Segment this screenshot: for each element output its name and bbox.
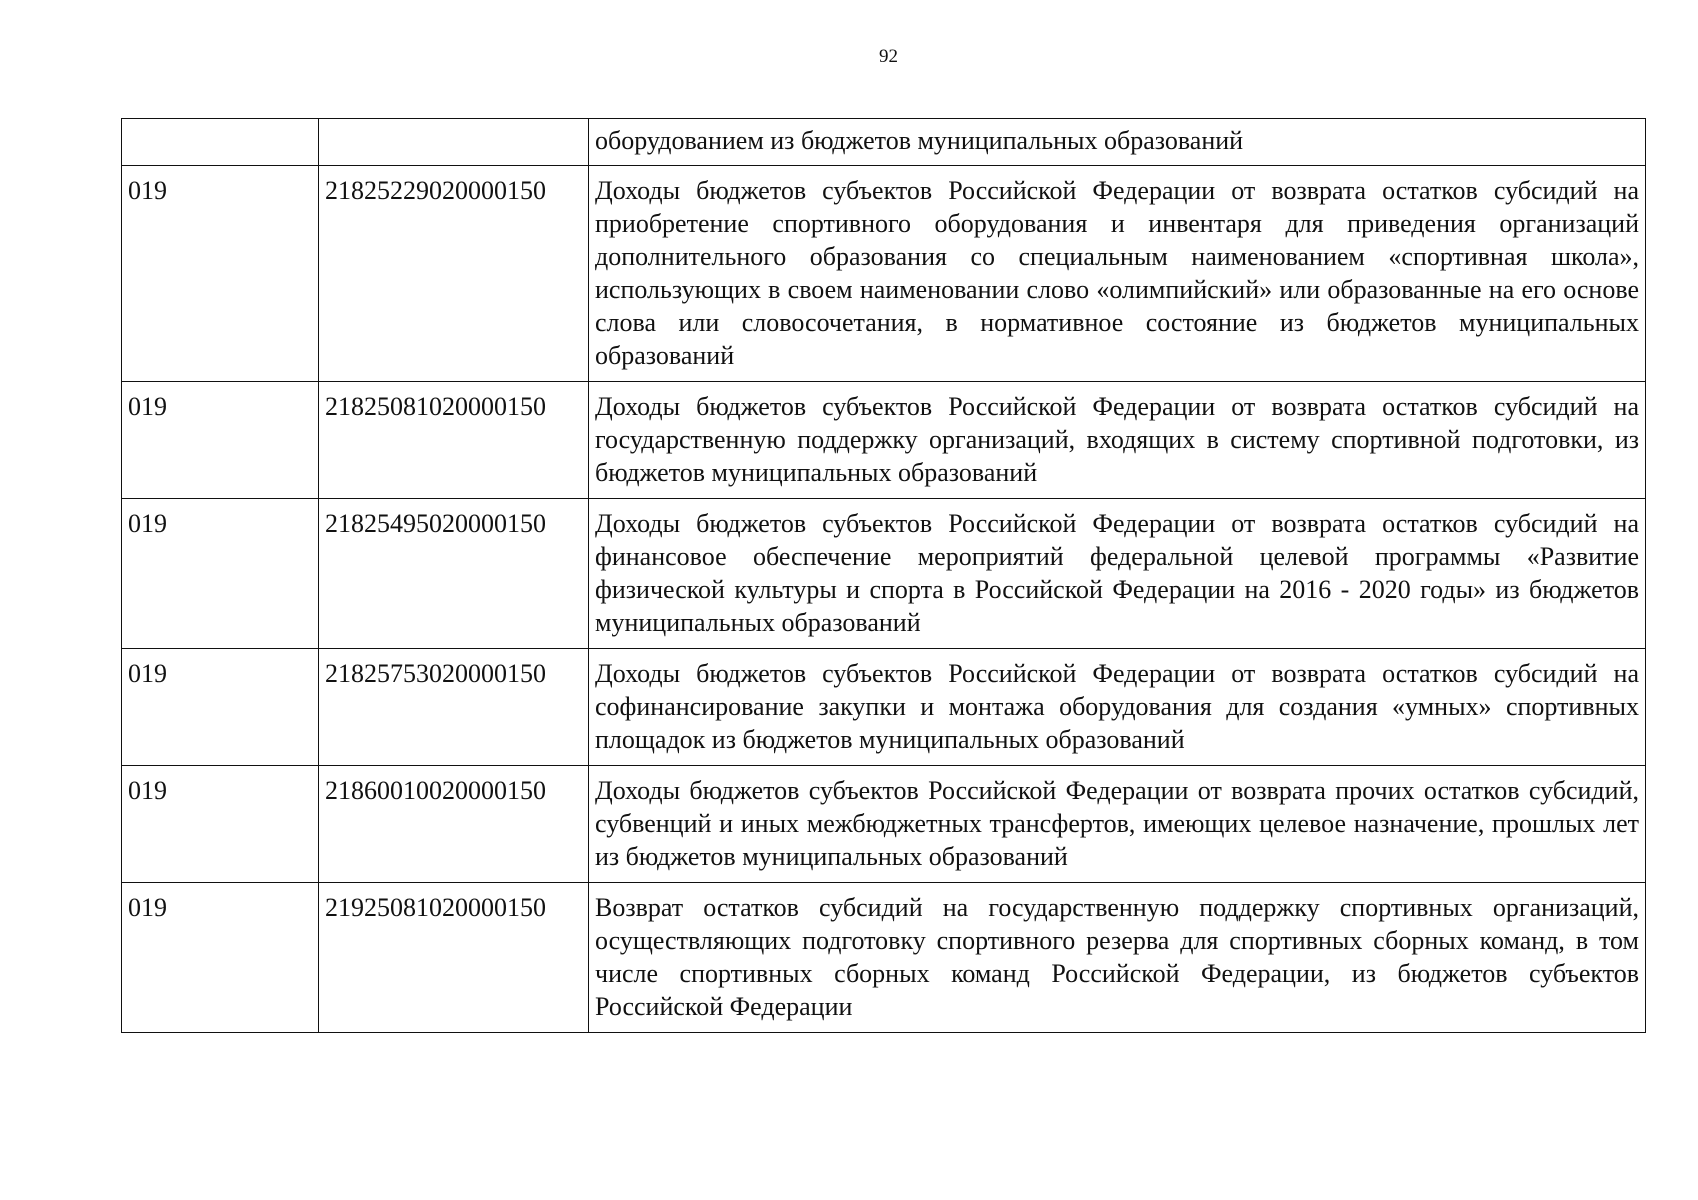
budget-codes-table <box>121 118 1646 1033</box>
admin-code-cell: 019 <box>122 166 319 382</box>
income-name-cell: Доходы бюджетов субъектов Российской Федерации от возврата остатков субсидий на финансовое обеспечение мероприятий федеральной целевой программы «Развитие физической культуры и спорта в Российской Федерации на 2016 - 2020 годы» из бюджетов муниципальных образований <box>589 499 1646 649</box>
admin-code-cell: 019 <box>122 649 319 766</box>
income-name-cell: Доходы бюджетов субъектов Российской Федерации от возврата остатков субсидий на софинансирование закупки и монтажа оборудования для создания «умных» спортивных площадок из бюджетов муниципальных образований <box>589 649 1646 766</box>
admin-code-cell: 019 <box>122 883 319 1033</box>
kbk-code-cell: 21825229020000150 <box>319 166 589 382</box>
kbk-code-cell: 21825495020000150 <box>319 499 589 649</box>
income-name-cell: Доходы бюджетов субъектов Российской Федерации от возврата остатков субсидий на приобретение спортивного оборудования и инвентаря для приведения организаций дополнительного образования со специальным наименованием «спортивная школа», использующих в своем наименовании слово «олимпийский» или образованные на его основе слова или словосочетания, в нормативное состояние из бюджетов муниципальных образований <box>589 166 1646 382</box>
kbk-code-cell: 21825753020000150 <box>319 649 589 766</box>
admin-code-cell: 019 <box>122 382 319 499</box>
table-row <box>122 649 1646 766</box>
kbk-code-cell: 21925081020000150 <box>319 883 589 1033</box>
kbk-code-cell <box>319 119 589 166</box>
page-number: 92 <box>879 46 898 67</box>
admin-code-cell: 019 <box>122 499 319 649</box>
table-row <box>122 883 1646 1033</box>
income-name-cell: Возврат остатков субсидий на государственную поддержку спортивных организаций, осуществляющих подготовку спортивного резерва для спортивных сборных команд, в том числе спортивных сборных команд Российской Федерации, из бюджетов субъектов Российской Федерации <box>589 883 1646 1033</box>
table-row <box>122 119 1646 166</box>
kbk-code-cell: 21860010020000150 <box>319 766 589 883</box>
table-row <box>122 766 1646 883</box>
table-row <box>122 382 1646 499</box>
income-name-cell: оборудованием из бюджетов муниципальных образований <box>589 119 1646 166</box>
income-name-cell: Доходы бюджетов субъектов Российской Федерации от возврата прочих остатков субсидий, субвенций и иных межбюджетных трансфертов, имеющих целевое назначение, прошлых лет из бюджетов муниципальных образований <box>589 766 1646 883</box>
kbk-code-cell: 21825081020000150 <box>319 382 589 499</box>
income-name-cell: Доходы бюджетов субъектов Российской Федерации от возврата остатков субсидий на государственную поддержку организаций, входящих в систему спортивной подготовки, из бюджетов муниципальных образований <box>589 382 1646 499</box>
admin-code-cell: 019 <box>122 766 319 883</box>
table-row <box>122 499 1646 649</box>
admin-code-cell <box>122 119 319 166</box>
table-row <box>122 166 1646 382</box>
